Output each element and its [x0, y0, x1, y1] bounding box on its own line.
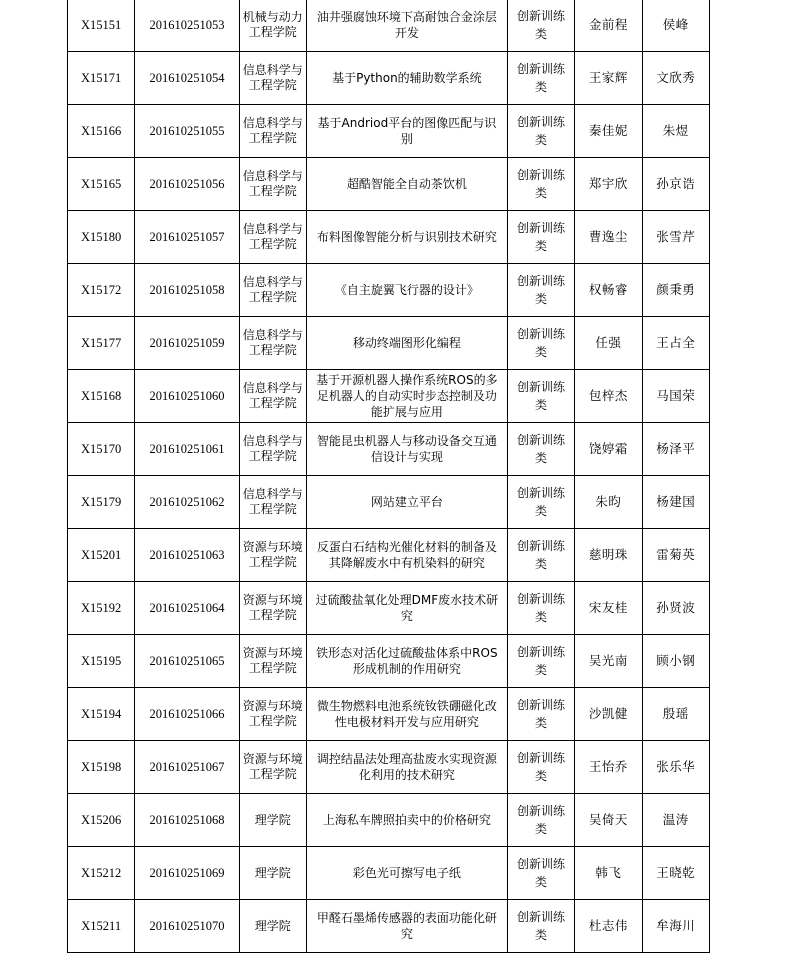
project-code-cell: X15177 — [68, 317, 135, 370]
project-name-cell: 基于Python的辅助数学系统 — [306, 52, 507, 105]
advisor-cell: 侯峰 — [642, 0, 709, 52]
project-code-cell: X15192 — [68, 582, 135, 635]
leader-cell: 韩飞 — [575, 847, 642, 900]
advisor-cell: 杨建国 — [642, 476, 709, 529]
college-cell: 理学院 — [239, 794, 306, 847]
advisor-cell: 朱煜 — [642, 105, 709, 158]
project-code-cell: X15212 — [68, 847, 135, 900]
leader-cell: 朱昀 — [575, 476, 642, 529]
project-id-cell: 201610251065 — [135, 635, 239, 688]
table-row — [68, 847, 710, 900]
category-cell: 创新训练类 — [507, 741, 574, 794]
category-cell: 创新训练类 — [507, 423, 574, 476]
advisor-cell: 温涛 — [642, 794, 709, 847]
category-cell: 创新训练类 — [507, 317, 574, 370]
project-name-cell: 彩色光可擦写电子纸 — [306, 847, 507, 900]
project-code-cell: X15201 — [68, 529, 135, 582]
project-id-cell: 201610251058 — [135, 264, 239, 317]
leader-cell: 郑宇欣 — [575, 158, 642, 211]
table-row — [68, 794, 710, 847]
table-row — [68, 158, 710, 211]
college-cell: 信息科学与工程学院 — [239, 211, 306, 264]
project-name-cell: 上海私车牌照拍卖中的价格研究 — [306, 794, 507, 847]
project-code-cell: X15195 — [68, 635, 135, 688]
project-name-cell: 网站建立平台 — [306, 476, 507, 529]
project-id-cell: 201610251062 — [135, 476, 239, 529]
leader-cell: 王家辉 — [575, 52, 642, 105]
project-name-cell: 基于Andriod平台的图像匹配与识别 — [306, 105, 507, 158]
category-cell: 创新训练类 — [507, 900, 574, 953]
advisor-cell: 张雪芹 — [642, 211, 709, 264]
project-name-cell: 调控结晶法处理高盐废水实现资源化利用的技术研究 — [306, 741, 507, 794]
category-cell: 创新训练类 — [507, 52, 574, 105]
college-cell: 资源与环境工程学院 — [239, 688, 306, 741]
project-code-cell: X15151 — [68, 0, 135, 52]
leader-cell: 沙凯健 — [575, 688, 642, 741]
project-code-cell: X15180 — [68, 211, 135, 264]
category-cell: 创新训练类 — [507, 105, 574, 158]
college-cell: 机械与动力工程学院 — [239, 0, 306, 52]
college-cell: 信息科学与工程学院 — [239, 264, 306, 317]
table-row — [68, 370, 710, 423]
college-cell: 信息科学与工程学院 — [239, 370, 306, 423]
advisor-cell: 杨泽平 — [642, 423, 709, 476]
advisor-cell: 颜秉勇 — [642, 264, 709, 317]
college-cell: 信息科学与工程学院 — [239, 52, 306, 105]
project-code-cell: X15206 — [68, 794, 135, 847]
category-cell: 创新训练类 — [507, 264, 574, 317]
category-cell: 创新训练类 — [507, 476, 574, 529]
college-cell: 信息科学与工程学院 — [239, 105, 306, 158]
table-row — [68, 688, 710, 741]
table-row — [68, 423, 710, 476]
project-code-cell: X15211 — [68, 900, 135, 953]
project-id-cell: 201610251061 — [135, 423, 239, 476]
category-cell: 创新训练类 — [507, 582, 574, 635]
project-name-cell: 布料图像智能分析与识别技术研究 — [306, 211, 507, 264]
college-cell: 资源与环境工程学院 — [239, 741, 306, 794]
advisor-cell: 顾小钢 — [642, 635, 709, 688]
table-row — [68, 900, 710, 953]
project-code-cell: X15179 — [68, 476, 135, 529]
category-cell: 创新训练类 — [507, 688, 574, 741]
leader-cell: 杜志伟 — [575, 900, 642, 953]
leader-cell: 包梓杰 — [575, 370, 642, 423]
leader-cell: 慈明珠 — [575, 529, 642, 582]
advisor-cell: 孙京诰 — [642, 158, 709, 211]
college-cell: 信息科学与工程学院 — [239, 476, 306, 529]
project-id-cell: 201610251070 — [135, 900, 239, 953]
category-cell: 创新训练类 — [507, 635, 574, 688]
project-id-cell: 201610251059 — [135, 317, 239, 370]
table-row — [68, 741, 710, 794]
project-code-cell: X15168 — [68, 370, 135, 423]
project-name-cell: 智能昆虫机器人与移动设备交互通信设计与实现 — [306, 423, 507, 476]
table-row — [68, 317, 710, 370]
table-row — [68, 476, 710, 529]
advisor-cell: 张乐华 — [642, 741, 709, 794]
project-name-cell: 《自主旋翼飞行器的设计》 — [306, 264, 507, 317]
project-id-cell: 201610251063 — [135, 529, 239, 582]
college-cell: 资源与环境工程学院 — [239, 582, 306, 635]
project-id-cell: 201610251054 — [135, 52, 239, 105]
table-row — [68, 264, 710, 317]
advisor-cell: 牟海川 — [642, 900, 709, 953]
category-cell: 创新训练类 — [507, 847, 574, 900]
project-name-cell: 反蛋白石结构光催化材料的制备及其降解废水中有机染料的研究 — [306, 529, 507, 582]
category-cell: 创新训练类 — [507, 211, 574, 264]
leader-cell: 宋友桂 — [575, 582, 642, 635]
leader-cell: 秦佳妮 — [575, 105, 642, 158]
project-code-cell: X15170 — [68, 423, 135, 476]
project-code-cell: X15172 — [68, 264, 135, 317]
project-code-cell: X15166 — [68, 105, 135, 158]
table-row — [68, 529, 710, 582]
project-id-cell: 201610251064 — [135, 582, 239, 635]
college-cell: 信息科学与工程学院 — [239, 317, 306, 370]
college-cell: 信息科学与工程学院 — [239, 158, 306, 211]
leader-cell: 吴光南 — [575, 635, 642, 688]
project-name-cell: 铁形态对活化过硫酸盐体系中ROS形成机制的作用研究 — [306, 635, 507, 688]
project-code-cell: X15165 — [68, 158, 135, 211]
project-id-cell: 201610251057 — [135, 211, 239, 264]
advisor-cell: 殷瑶 — [642, 688, 709, 741]
project-name-cell: 过硫酸盐氧化处理DMF废水技术研究 — [306, 582, 507, 635]
project-id-cell: 201610251069 — [135, 847, 239, 900]
college-cell: 资源与环境工程学院 — [239, 529, 306, 582]
college-cell: 理学院 — [239, 847, 306, 900]
college-cell: 理学院 — [239, 900, 306, 953]
project-table — [67, 0, 710, 953]
advisor-cell: 王占全 — [642, 317, 709, 370]
leader-cell: 金前程 — [575, 0, 642, 52]
project-id-cell: 201610251068 — [135, 794, 239, 847]
category-cell: 创新训练类 — [507, 370, 574, 423]
project-id-cell: 201610251053 — [135, 0, 239, 52]
project-id-cell: 201610251060 — [135, 370, 239, 423]
college-cell: 资源与环境工程学院 — [239, 635, 306, 688]
advisor-cell: 马国荣 — [642, 370, 709, 423]
category-cell: 创新训练类 — [507, 794, 574, 847]
project-id-cell: 201610251067 — [135, 741, 239, 794]
table-row — [68, 105, 710, 158]
project-name-cell: 超酷智能全自动茶饮机 — [306, 158, 507, 211]
advisor-cell: 雷菊英 — [642, 529, 709, 582]
leader-cell: 饶婷霜 — [575, 423, 642, 476]
category-cell: 创新训练类 — [507, 529, 574, 582]
project-name-cell: 微生物燃料电池系统钕铁硼磁化改性电极材料开发与应用研究 — [306, 688, 507, 741]
table-row — [68, 52, 710, 105]
project-name-cell: 基于开源机器人操作系统ROS的多足机器人的自动实时步态控制及功能扩展与应用 — [306, 370, 507, 423]
college-cell: 信息科学与工程学院 — [239, 423, 306, 476]
advisor-cell: 王晓乾 — [642, 847, 709, 900]
project-name-cell: 甲醛石墨烯传感器的表面功能化研究 — [306, 900, 507, 953]
table-row — [68, 582, 710, 635]
leader-cell: 王怡乔 — [575, 741, 642, 794]
leader-cell: 吴倚天 — [575, 794, 642, 847]
project-table-body — [68, 0, 710, 953]
advisor-cell: 孙贤波 — [642, 582, 709, 635]
leader-cell: 权畅睿 — [575, 264, 642, 317]
project-name-cell: 油井强腐蚀环境下高耐蚀合金涂层开发 — [306, 0, 507, 52]
category-cell: 创新训练类 — [507, 158, 574, 211]
table-row — [68, 0, 710, 52]
table-row — [68, 635, 710, 688]
project-code-cell: X15198 — [68, 741, 135, 794]
leader-cell: 曹逸尘 — [575, 211, 642, 264]
advisor-cell: 文欣秀 — [642, 52, 709, 105]
project-id-cell: 201610251056 — [135, 158, 239, 211]
project-id-cell: 201610251066 — [135, 688, 239, 741]
project-code-cell: X15171 — [68, 52, 135, 105]
category-cell: 创新训练类 — [507, 0, 574, 52]
table-row — [68, 211, 710, 264]
leader-cell: 任强 — [575, 317, 642, 370]
project-id-cell: 201610251055 — [135, 105, 239, 158]
project-name-cell: 移动终端图形化编程 — [306, 317, 507, 370]
project-code-cell: X15194 — [68, 688, 135, 741]
